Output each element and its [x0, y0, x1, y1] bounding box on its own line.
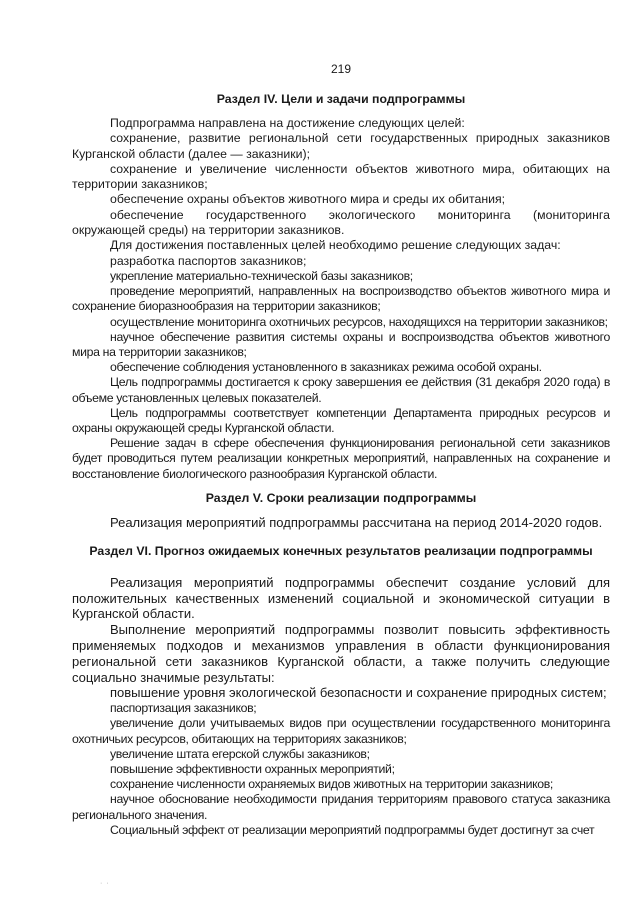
paragraph: проведение мероприятий, направленных на воспроизводство объектов животного мира и сохранение биоразнообразия на территории заказников; — [72, 284, 610, 314]
document-page — [72, 62, 610, 838]
paragraph: сохранение, развитие региональной сети государственных природных заказников Курганской области (далее — заказники); — [72, 131, 610, 161]
paragraph: Цель подпрограммы достигается к сроку завершения ее действия (31 декабря 2020 года) в объеме установленных целевых показателей. — [72, 375, 610, 405]
page-number: 219 — [330, 62, 352, 76]
paragraph: укрепление материально-технической базы заказников; — [110, 268, 413, 283]
paragraph: Решение задач в сфере обеспечения функционирования региональной сети заказников будет проводиться путем реализации конкретных мероприятий, направленных на сохранение и восстановление биологического разнообразия Курганской области. — [72, 436, 610, 481]
section-6-body — [72, 575, 610, 838]
paragraph: Социальный эффект от реализации мероприятий подпрограммы будет достигнут за счет — [110, 822, 595, 837]
section-4-tasks — [72, 269, 610, 482]
paragraph: обеспечение охраны объектов животного мира и среды их обитания; — [110, 192, 506, 207]
paragraph: научное обеспечение развития системы охраны и воспроизводства объектов животного мира на территории заказников; — [72, 329, 610, 359]
paragraph: обеспечение государственного экологического мониторинга (мониторинга окружающей среды) на территории заказников. — [72, 207, 610, 238]
section-5-text: Реализация мероприятий подпрограммы рассчитана на период 2014-2020 годов. — [110, 514, 603, 530]
paragraph: сохранение и увеличение численности объектов животного мира, обитающих на территории заказников; — [72, 161, 610, 192]
paragraph: Цель подпрограммы соответствует компетенции Департамента природных ресурсов и охраны окружающей среды Курганской области. — [72, 405, 610, 435]
paragraph: повышение эффективности охранных мероприятий; — [110, 762, 395, 776]
section-6-intro — [72, 575, 610, 701]
paragraph: обеспечение соблюдения установленного в заказниках режима особой охраны. — [110, 360, 542, 375]
paragraph: Подпрограмма направлена на достижение следующих целей: — [110, 116, 465, 130]
scan-mark: · · — [100, 880, 110, 887]
section-5-title: Раздел V. Сроки реализации подпрограммы — [205, 490, 477, 505]
paragraph: повышение уровня экологической безопасности и сохранение природных систем; — [110, 685, 607, 701]
paragraph: паспортизация заказников; — [110, 701, 257, 716]
paragraph: Реализация мероприятий подпрограммы обеспечит создание условий для положительных качественных изменений социальной и экономической ситуации в Курганской области. — [72, 574, 610, 622]
section-4-title: Раздел IV. Цели и задачи подпрограммы — [216, 92, 466, 106]
paragraph: увеличение штата егерской службы заказников; — [110, 746, 370, 761]
section-4-goals — [72, 116, 610, 269]
paragraph: Для достижения поставленных целей необходимо решение следующих задач: — [110, 238, 561, 253]
section-4-body — [72, 116, 610, 482]
paragraph: разработка паспортов заказников; — [110, 253, 307, 268]
section-6-title: Раздел VI. Прогноз ожидаемых конечных результатов реализации подпрограммы — [89, 543, 593, 558]
paragraph: увеличение доли учитываемых видов при осуществлении государственного мониторинга охотничьих ресурсов, обитающих на территориях заказников; — [72, 716, 610, 746]
section-6-results — [72, 701, 610, 838]
paragraph: Выполнение мероприятий подпрограммы позволит повысить эффективность применяемых подходов и механизмов управления в области функционирования региональной сети заказников Курганской области, а также получить следующие социально значимые результаты: — [72, 622, 610, 685]
paragraph: осуществление мониторинга охотничьих ресурсов, находящихся на территории заказников; — [110, 314, 608, 329]
paragraph: сохранение численности охраняемых видов животных на территории заказников; — [110, 777, 553, 792]
paragraph: научное обоснование необходимости придания территориям правового статуса заказника регионального значения. — [72, 792, 610, 822]
